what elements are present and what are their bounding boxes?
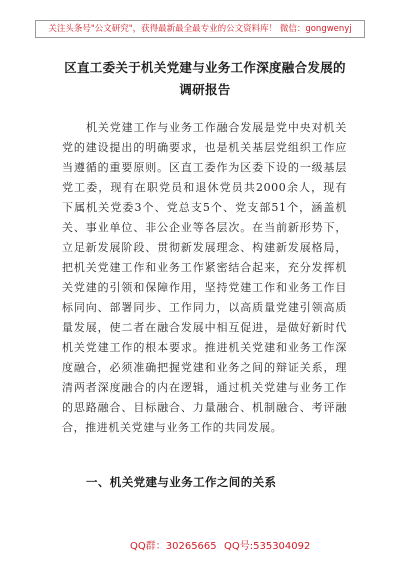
- qq-number-text: QQ号:535304092: [224, 541, 311, 552]
- document-title: 区直工委关于机关党建与业务工作深度融合发展的调研报告: [64, 60, 346, 97]
- promo-banner: 关注头条号"公文研究"，获得最新最全最专业的公文资料库！ 微信：gongwenyj: [35, 20, 365, 38]
- qq-group-text: QQ群：30265665: [130, 541, 217, 552]
- body-paragraph: 机关党建工作与业务工作融合发展是党中央对机关党的建设提出的明确要求，也是机关基层党组织工作应当遵循的重要原则。区直工委作为区委下设的一级基层党工委，现有在职党员和退休党员共2000余人，现有下属机关党委3个、党总支5个、党支部51个，涵盖机关、事业单位、非公企业等各层次。在当前新形势下，立足新发展阶段、贯彻新发展理念、构建新发展格局，把机关党建工作和业务工作紧密结合起来，充分发挥机关党建的引领和保障作用，坚持党建工作和业务工作目标同向、部署同步、工作同力，以高质量党建引领高质量发展，使二者在融合发展中相互促进，是做好新时代机关党建工作的根本要求。推进机关党建和业务工作深度融合，必须准确把握党建和业务之间的辩证关系，理清两者深度融合的内在逻辑，通过机关党建与业务工作的思路融合、目标融合、力量融合、机制融合、考评融合，推进机关党建与业务工作的共同发展。: [62, 121, 347, 434]
- section-heading: 一、机关党建与业务工作之间的关系: [86, 475, 277, 489]
